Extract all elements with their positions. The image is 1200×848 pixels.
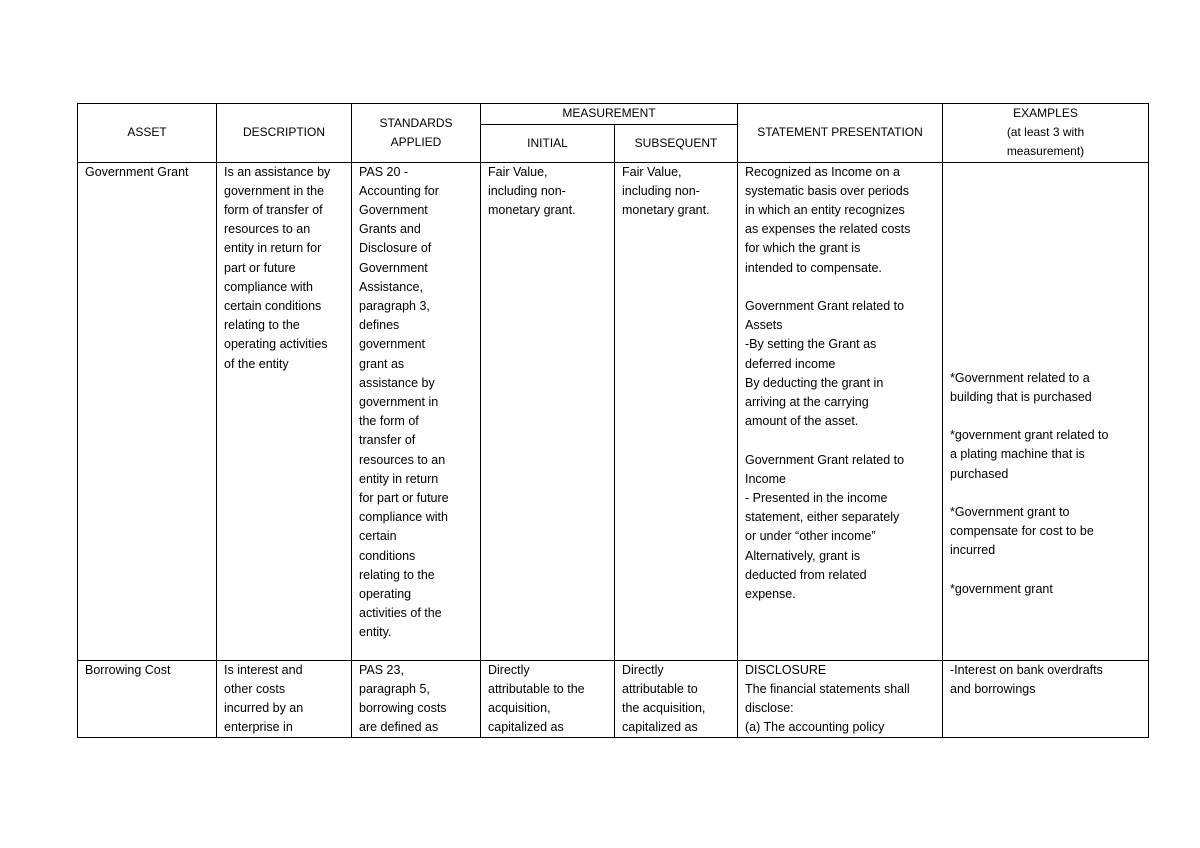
examples-cell <box>943 162 1149 660</box>
description-cell: Is an assistance by government in the form of transfer of resources to an entity in return for part or future compliance with certain conditions relating to the operating activities of the entity <box>217 162 352 660</box>
header-row-top <box>78 104 1149 125</box>
initial-measurement-cell: Directly attributable to the acquisition, capitalized as <box>481 660 615 738</box>
subsequent-measurement-cell: Fair Value, including non- monetary grant. <box>615 162 738 660</box>
header-asset: ASSET <box>78 104 217 163</box>
header-subsequent: SUBSEQUENT <box>615 124 738 162</box>
statement-presentation-cell: Recognized as Income on a systematic basis over periods in which an entity recognizes as expenses the related costs for which the grant is intended to compensate. Government Grant related to Assets -By setting the Grant as deferred income By deducting the grant in arriving at the carrying amount of the asset. Government Grant related to Income - Presented in the income statement, either separately or under “other income” Alternatively, grant is deducted from related expense. <box>738 162 943 660</box>
table-row <box>78 162 1149 660</box>
asset-cell: Borrowing Cost <box>78 660 217 738</box>
standards-cell: PAS 23, paragraph 5, borrowing costs are defined as <box>352 660 481 738</box>
initial-measurement-cell: Fair Value, including non- monetary grant. <box>481 162 615 660</box>
description-cell: Is interest and other costs incurred by an enterprise in <box>217 660 352 738</box>
header-statement-presentation: STATEMENT PRESENTATION <box>738 104 943 163</box>
statement-presentation-cell: DISCLOSURE The financial statements shall disclose: (a) The accounting policy <box>738 660 943 738</box>
header-initial: INITIAL <box>481 124 615 162</box>
header-standards-applied: STANDARDS APPLIED <box>352 104 481 163</box>
examples-cell: -Interest on bank overdrafts and borrowings <box>943 660 1149 738</box>
header-description: DESCRIPTION <box>217 104 352 163</box>
asset-cell: Government Grant <box>78 162 217 660</box>
header-examples: EXAMPLES (at least 3 with measurement) <box>943 104 1149 163</box>
examples-text: *Government related to a building that is purchased *government grant related to a plating machine that is purchased *Government grant to compensate for cost to be incurred *government grant <box>950 370 1109 596</box>
subsequent-measurement-cell: Directly attributable to the acquisition, capitalized as <box>615 660 738 738</box>
header-measurement: MEASUREMENT <box>481 104 738 125</box>
asset-table <box>77 103 1149 738</box>
table-row <box>78 660 1149 738</box>
standards-cell: PAS 20 - Accounting for Government Grants and Disclosure of Government Assistance, paragraph 3, defines government grant as assistance by government in the form of transfer of resources to an entity in return for part or future compliance with certain conditions relating to the operating activities of the entity. <box>352 162 481 660</box>
